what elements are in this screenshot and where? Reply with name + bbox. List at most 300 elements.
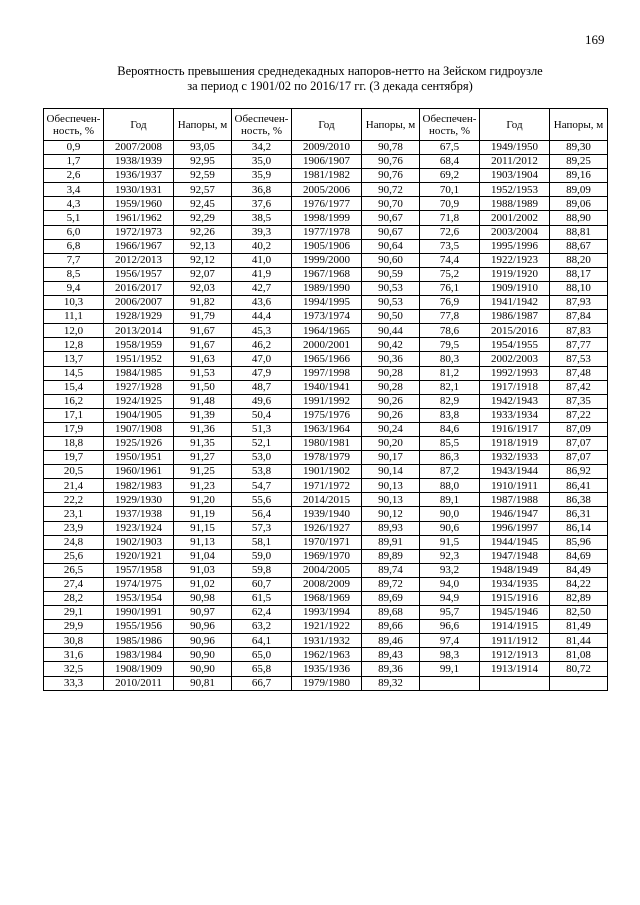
table-cell: 41,9	[232, 267, 292, 281]
table-cell: 78,6	[420, 324, 480, 338]
table-cell: 86,41	[550, 479, 608, 493]
table-cell: 77,8	[420, 310, 480, 324]
table-cell: 1953/1954	[104, 592, 174, 606]
table-cell: 92,13	[174, 239, 232, 253]
table-cell: 90,26	[362, 394, 420, 408]
table-cell: 90,72	[362, 183, 420, 197]
table-cell: 53,0	[232, 451, 292, 465]
table-cell: 63,2	[232, 620, 292, 634]
table-cell: 1966/1967	[104, 239, 174, 253]
table-cell: 97,4	[420, 634, 480, 648]
table-cell: 1973/1974	[292, 310, 362, 324]
table-cell: 17,9	[44, 422, 104, 436]
table-cell: 2015/2016	[480, 324, 550, 338]
table-cell: 90,17	[362, 451, 420, 465]
table-cell: 70,1	[420, 183, 480, 197]
table-row	[44, 422, 608, 436]
table-cell: 22,2	[44, 493, 104, 507]
table-cell: 1920/1921	[104, 549, 174, 563]
table-cell: 1958/1959	[104, 338, 174, 352]
table-cell: 86,92	[550, 465, 608, 479]
table-row	[44, 197, 608, 211]
table-cell: 91,67	[174, 338, 232, 352]
table-row	[44, 211, 608, 225]
table-row	[44, 592, 608, 606]
table-cell: 17,1	[44, 408, 104, 422]
table-cell: 1961/1962	[104, 211, 174, 225]
table-cell: 67,5	[420, 141, 480, 155]
table-row	[44, 324, 608, 338]
table-cell: 87,42	[550, 380, 608, 394]
title-line-2: за период с 1901/02 по 2016/17 гг. (3 декада сентября)	[187, 79, 473, 93]
table-cell: 91,27	[174, 451, 232, 465]
table-row	[44, 563, 608, 577]
table-cell: 1943/1944	[480, 465, 550, 479]
table-cell: 82,50	[550, 606, 608, 620]
table-cell: 76,9	[420, 296, 480, 310]
table-row	[44, 620, 608, 634]
table-row	[44, 239, 608, 253]
table-cell: 1991/1992	[292, 394, 362, 408]
table-cell: 89,91	[362, 535, 420, 549]
table-cell: 51,3	[232, 422, 292, 436]
table-cell: 91,36	[174, 422, 232, 436]
table-cell: 1945/1946	[480, 606, 550, 620]
table-cell: 1927/1928	[104, 380, 174, 394]
table-cell: 1902/1903	[104, 535, 174, 549]
table-cell: 1906/1907	[292, 155, 362, 169]
table-cell: 76,1	[420, 281, 480, 295]
table-cell: 21,4	[44, 479, 104, 493]
table-cell: 1907/1908	[104, 422, 174, 436]
table-cell: 90,90	[174, 648, 232, 662]
table-row	[44, 225, 608, 239]
table-cell: 12,8	[44, 338, 104, 352]
table-cell: 1917/1918	[480, 380, 550, 394]
table-row	[44, 141, 608, 155]
table-cell: 10,3	[44, 296, 104, 310]
table-cell: 59,0	[232, 549, 292, 563]
table-row	[44, 507, 608, 521]
table-cell: 56,4	[232, 507, 292, 521]
table-cell: 91,79	[174, 310, 232, 324]
table-cell: 1968/1969	[292, 592, 362, 606]
table-cell: 8,5	[44, 267, 104, 281]
table-cell: 68,4	[420, 155, 480, 169]
table-cell: 87,48	[550, 366, 608, 380]
table-cell: 90,67	[362, 225, 420, 239]
table-cell: 1952/1953	[480, 183, 550, 197]
table-cell: 1996/1997	[480, 521, 550, 535]
table-cell: 70,9	[420, 197, 480, 211]
table-cell: 2000/2001	[292, 338, 362, 352]
table-cell: 88,17	[550, 267, 608, 281]
table-cell: 29,1	[44, 606, 104, 620]
table-cell: 1981/1982	[292, 169, 362, 183]
table-cell: 90,64	[362, 239, 420, 253]
table-cell: 1997/1998	[292, 366, 362, 380]
table-cell: 89,89	[362, 549, 420, 563]
table-cell: 2013/2014	[104, 324, 174, 338]
table-cell: 1936/1937	[104, 169, 174, 183]
table-cell: 1980/1981	[292, 436, 362, 450]
table-cell: 91,82	[174, 296, 232, 310]
table-cell: 2002/2003	[480, 352, 550, 366]
table-cell: 88,81	[550, 225, 608, 239]
table-cell: 89,93	[362, 521, 420, 535]
table-cell: 24,8	[44, 535, 104, 549]
table-cell: 92,12	[174, 253, 232, 267]
table-cell: 1925/1926	[104, 436, 174, 450]
table-cell: 90,20	[362, 436, 420, 450]
table-cell: 1923/1924	[104, 521, 174, 535]
table-cell: 3,4	[44, 183, 104, 197]
table-cell: 73,5	[420, 239, 480, 253]
table-cell: 92,57	[174, 183, 232, 197]
table-cell: 90,0	[420, 507, 480, 521]
table-cell: 95,7	[420, 606, 480, 620]
table-row	[44, 436, 608, 450]
table-cell: 1979/1980	[292, 676, 362, 690]
table-cell: 27,4	[44, 577, 104, 591]
table-cell: 36,8	[232, 183, 292, 197]
table-cell: 1931/1932	[292, 634, 362, 648]
table-cell: 1951/1952	[104, 352, 174, 366]
table-row	[44, 155, 608, 169]
table-cell: 1962/1963	[292, 648, 362, 662]
table-cell: 23,9	[44, 521, 104, 535]
table-cell: 83,8	[420, 408, 480, 422]
table-cell: 57,3	[232, 521, 292, 535]
table-cell: 90,28	[362, 366, 420, 380]
table-cell: 1955/1956	[104, 620, 174, 634]
table-cell: 1993/1994	[292, 606, 362, 620]
page-number: 169	[585, 32, 605, 47]
probability-table	[43, 108, 608, 691]
table-cell: 96,6	[420, 620, 480, 634]
table-cell: 91,48	[174, 394, 232, 408]
table-cell: 48,7	[232, 380, 292, 394]
table-cell: 1976/1977	[292, 197, 362, 211]
table-cell: 1983/1984	[104, 648, 174, 662]
table-cell: 2005/2006	[292, 183, 362, 197]
table-cell: 1960/1961	[104, 465, 174, 479]
table-cell: 33,3	[44, 676, 104, 690]
table-cell: 1949/1950	[480, 141, 550, 155]
table-cell: 1987/1988	[480, 493, 550, 507]
table-cell: 1957/1958	[104, 563, 174, 577]
table-cell: 58,1	[232, 535, 292, 549]
table-row	[44, 169, 608, 183]
table-cell: 1913/1914	[480, 662, 550, 676]
table-cell: 90,42	[362, 338, 420, 352]
table-cell: 1989/1990	[292, 281, 362, 295]
table-cell: 1909/1910	[480, 281, 550, 295]
table-cell	[420, 676, 480, 690]
table-cell: 90,96	[174, 620, 232, 634]
table-cell: 5,1	[44, 211, 104, 225]
table-cell: 1992/1993	[480, 366, 550, 380]
table-cell: 1944/1945	[480, 535, 550, 549]
table-cell: 2007/2008	[104, 141, 174, 155]
table-cell: 66,7	[232, 676, 292, 690]
table-cell: 1918/1919	[480, 436, 550, 450]
table-cell: 1988/1989	[480, 197, 550, 211]
table-cell: 91,15	[174, 521, 232, 535]
table-cell: 32,5	[44, 662, 104, 676]
table-cell: 89,32	[362, 676, 420, 690]
table-cell: 84,49	[550, 563, 608, 577]
table-cell: 84,22	[550, 577, 608, 591]
table-cell: 90,90	[174, 662, 232, 676]
table-cell: 92,03	[174, 281, 232, 295]
table-cell: 85,96	[550, 535, 608, 549]
table-cell: 89,25	[550, 155, 608, 169]
table-cell: 2,6	[44, 169, 104, 183]
table-cell	[550, 676, 608, 690]
table-cell: 44,4	[232, 310, 292, 324]
table-cell: 1928/1929	[104, 310, 174, 324]
table-cell: 87,83	[550, 324, 608, 338]
table-cell: 90,97	[174, 606, 232, 620]
table-cell: 1926/1927	[292, 521, 362, 535]
table-cell: 2011/2012	[480, 155, 550, 169]
table-cell: 28,2	[44, 592, 104, 606]
column-header: Год	[292, 109, 362, 141]
table-cell: 90,44	[362, 324, 420, 338]
table-cell: 81,49	[550, 620, 608, 634]
table-cell: 87,2	[420, 465, 480, 479]
table-cell: 1967/1968	[292, 267, 362, 281]
table-row	[44, 408, 608, 422]
title-line-1: Вероятность превышения среднедекадных напоров-нетто на Зейском гидроузле	[117, 64, 543, 78]
table-cell: 1940/1941	[292, 380, 362, 394]
column-header: Обеспечен-ность, %	[420, 109, 480, 141]
table-cell: 1986/1987	[480, 310, 550, 324]
table-cell: 2003/2004	[480, 225, 550, 239]
table-cell: 34,2	[232, 141, 292, 155]
table-cell: 81,08	[550, 648, 608, 662]
table-cell: 2006/2007	[104, 296, 174, 310]
table-cell: 1975/1976	[292, 408, 362, 422]
column-header: Напоры, м	[362, 109, 420, 141]
table-row	[44, 296, 608, 310]
table-cell	[480, 676, 550, 690]
table-cell: 35,0	[232, 155, 292, 169]
table-cell: 64,1	[232, 634, 292, 648]
table-cell: 98,3	[420, 648, 480, 662]
table-cell: 85,5	[420, 436, 480, 450]
table-row	[44, 577, 608, 591]
table-cell: 40,2	[232, 239, 292, 253]
table-cell: 1932/1933	[480, 451, 550, 465]
table-row	[44, 281, 608, 295]
table-row	[44, 253, 608, 267]
table-row	[44, 662, 608, 676]
table-cell: 59,8	[232, 563, 292, 577]
table-cell: 91,67	[174, 324, 232, 338]
table-cell: 1985/1986	[104, 634, 174, 648]
table-cell: 18,8	[44, 436, 104, 450]
table-cell: 49,6	[232, 394, 292, 408]
table-cell: 1916/1917	[480, 422, 550, 436]
table-cell: 15,4	[44, 380, 104, 394]
table-cell: 86,3	[420, 451, 480, 465]
table-cell: 92,3	[420, 549, 480, 563]
table-cell: 88,67	[550, 239, 608, 253]
table-cell: 1948/1949	[480, 563, 550, 577]
table-cell: 81,2	[420, 366, 480, 380]
table-cell: 1956/1957	[104, 267, 174, 281]
table-row	[44, 310, 608, 324]
table-cell: 1930/1931	[104, 183, 174, 197]
table-cell: 91,19	[174, 507, 232, 521]
table-cell: 46,2	[232, 338, 292, 352]
table-cell: 1903/1904	[480, 169, 550, 183]
table-cell: 37,6	[232, 197, 292, 211]
table-cell: 1947/1948	[480, 549, 550, 563]
table-cell: 89,09	[550, 183, 608, 197]
table-cell: 71,8	[420, 211, 480, 225]
table-cell: 90,14	[362, 465, 420, 479]
table-cell: 87,35	[550, 394, 608, 408]
table-cell: 91,25	[174, 465, 232, 479]
table-cell: 90,70	[362, 197, 420, 211]
table-cell: 87,53	[550, 352, 608, 366]
table-cell: 55,6	[232, 493, 292, 507]
document-title	[0, 64, 640, 94]
table-cell: 7,7	[44, 253, 104, 267]
table-cell: 75,2	[420, 267, 480, 281]
table-row	[44, 352, 608, 366]
table-cell: 1969/1970	[292, 549, 362, 563]
table-cell: 2010/2011	[104, 676, 174, 690]
table-cell: 90,53	[362, 296, 420, 310]
table-cell: 90,13	[362, 479, 420, 493]
table-cell: 90,59	[362, 267, 420, 281]
table-cell: 88,90	[550, 211, 608, 225]
table-cell: 79,5	[420, 338, 480, 352]
table-cell: 1941/1942	[480, 296, 550, 310]
table-cell: 89,66	[362, 620, 420, 634]
table-cell: 1990/1991	[104, 606, 174, 620]
table-row	[44, 676, 608, 690]
table-cell: 1942/1943	[480, 394, 550, 408]
table-cell: 82,9	[420, 394, 480, 408]
table-cell: 2016/2017	[104, 281, 174, 295]
table-cell: 1974/1975	[104, 577, 174, 591]
table-cell: 89,72	[362, 577, 420, 591]
table-cell: 1999/2000	[292, 253, 362, 267]
table-cell: 87,22	[550, 408, 608, 422]
table-cell: 72,6	[420, 225, 480, 239]
table-cell: 89,1	[420, 493, 480, 507]
table-row	[44, 535, 608, 549]
table-row	[44, 648, 608, 662]
column-header: Напоры, м	[174, 109, 232, 141]
table-cell: 53,8	[232, 465, 292, 479]
table-cell: 91,39	[174, 408, 232, 422]
table-cell: 80,3	[420, 352, 480, 366]
table-cell: 89,69	[362, 592, 420, 606]
table-cell: 91,53	[174, 366, 232, 380]
table-cell: 61,5	[232, 592, 292, 606]
table-cell: 1963/1964	[292, 422, 362, 436]
table-cell: 30,8	[44, 634, 104, 648]
table-cell: 1970/1971	[292, 535, 362, 549]
table-cell: 90,76	[362, 169, 420, 183]
table-cell: 91,35	[174, 436, 232, 450]
table-cell: 92,45	[174, 197, 232, 211]
table-cell: 1946/1947	[480, 507, 550, 521]
table-cell: 1,7	[44, 155, 104, 169]
table-row	[44, 338, 608, 352]
table-cell: 92,29	[174, 211, 232, 225]
table-cell: 74,4	[420, 253, 480, 267]
table-cell: 1912/1913	[480, 648, 550, 662]
table-row	[44, 366, 608, 380]
table-cell: 87,09	[550, 422, 608, 436]
table-cell: 1939/1940	[292, 507, 362, 521]
table-cell: 11,1	[44, 310, 104, 324]
table-cell: 1905/1906	[292, 239, 362, 253]
table-cell: 87,93	[550, 296, 608, 310]
column-header: Обеспечен-ность, %	[44, 109, 104, 141]
column-header: Обеспечен-ность, %	[232, 109, 292, 141]
table-cell: 54,7	[232, 479, 292, 493]
table-cell: 1933/1934	[480, 408, 550, 422]
table-cell: 88,0	[420, 479, 480, 493]
table-cell: 84,69	[550, 549, 608, 563]
table-cell: 86,38	[550, 493, 608, 507]
table-cell: 31,6	[44, 648, 104, 662]
table-cell: 89,30	[550, 141, 608, 155]
table-cell: 91,20	[174, 493, 232, 507]
table-cell: 91,03	[174, 563, 232, 577]
table-cell: 1911/1912	[480, 634, 550, 648]
table-cell: 90,98	[174, 592, 232, 606]
table-cell: 91,23	[174, 479, 232, 493]
table-cell: 13,7	[44, 352, 104, 366]
table-cell: 90,6	[420, 521, 480, 535]
column-header: Год	[104, 109, 174, 141]
table-cell: 1998/1999	[292, 211, 362, 225]
table-row	[44, 479, 608, 493]
table-cell: 90,50	[362, 310, 420, 324]
table-cell: 1910/1911	[480, 479, 550, 493]
table-cell: 1994/1995	[292, 296, 362, 310]
table-cell: 1914/1915	[480, 620, 550, 634]
table-cell: 1908/1909	[104, 662, 174, 676]
table-row	[44, 451, 608, 465]
table-cell: 23,1	[44, 507, 104, 521]
table-cell: 29,9	[44, 620, 104, 634]
table-cell: 90,12	[362, 507, 420, 521]
table-cell: 20,5	[44, 465, 104, 479]
table-cell: 89,06	[550, 197, 608, 211]
table-cell: 81,44	[550, 634, 608, 648]
table-cell: 26,5	[44, 563, 104, 577]
table-cell: 90,76	[362, 155, 420, 169]
table-cell: 87,77	[550, 338, 608, 352]
table-cell: 1965/1966	[292, 352, 362, 366]
table-cell: 35,9	[232, 169, 292, 183]
table-cell: 1935/1936	[292, 662, 362, 676]
table-cell: 1921/1922	[292, 620, 362, 634]
table-cell: 90,81	[174, 676, 232, 690]
header-row	[44, 109, 608, 141]
table-cell: 1964/1965	[292, 324, 362, 338]
